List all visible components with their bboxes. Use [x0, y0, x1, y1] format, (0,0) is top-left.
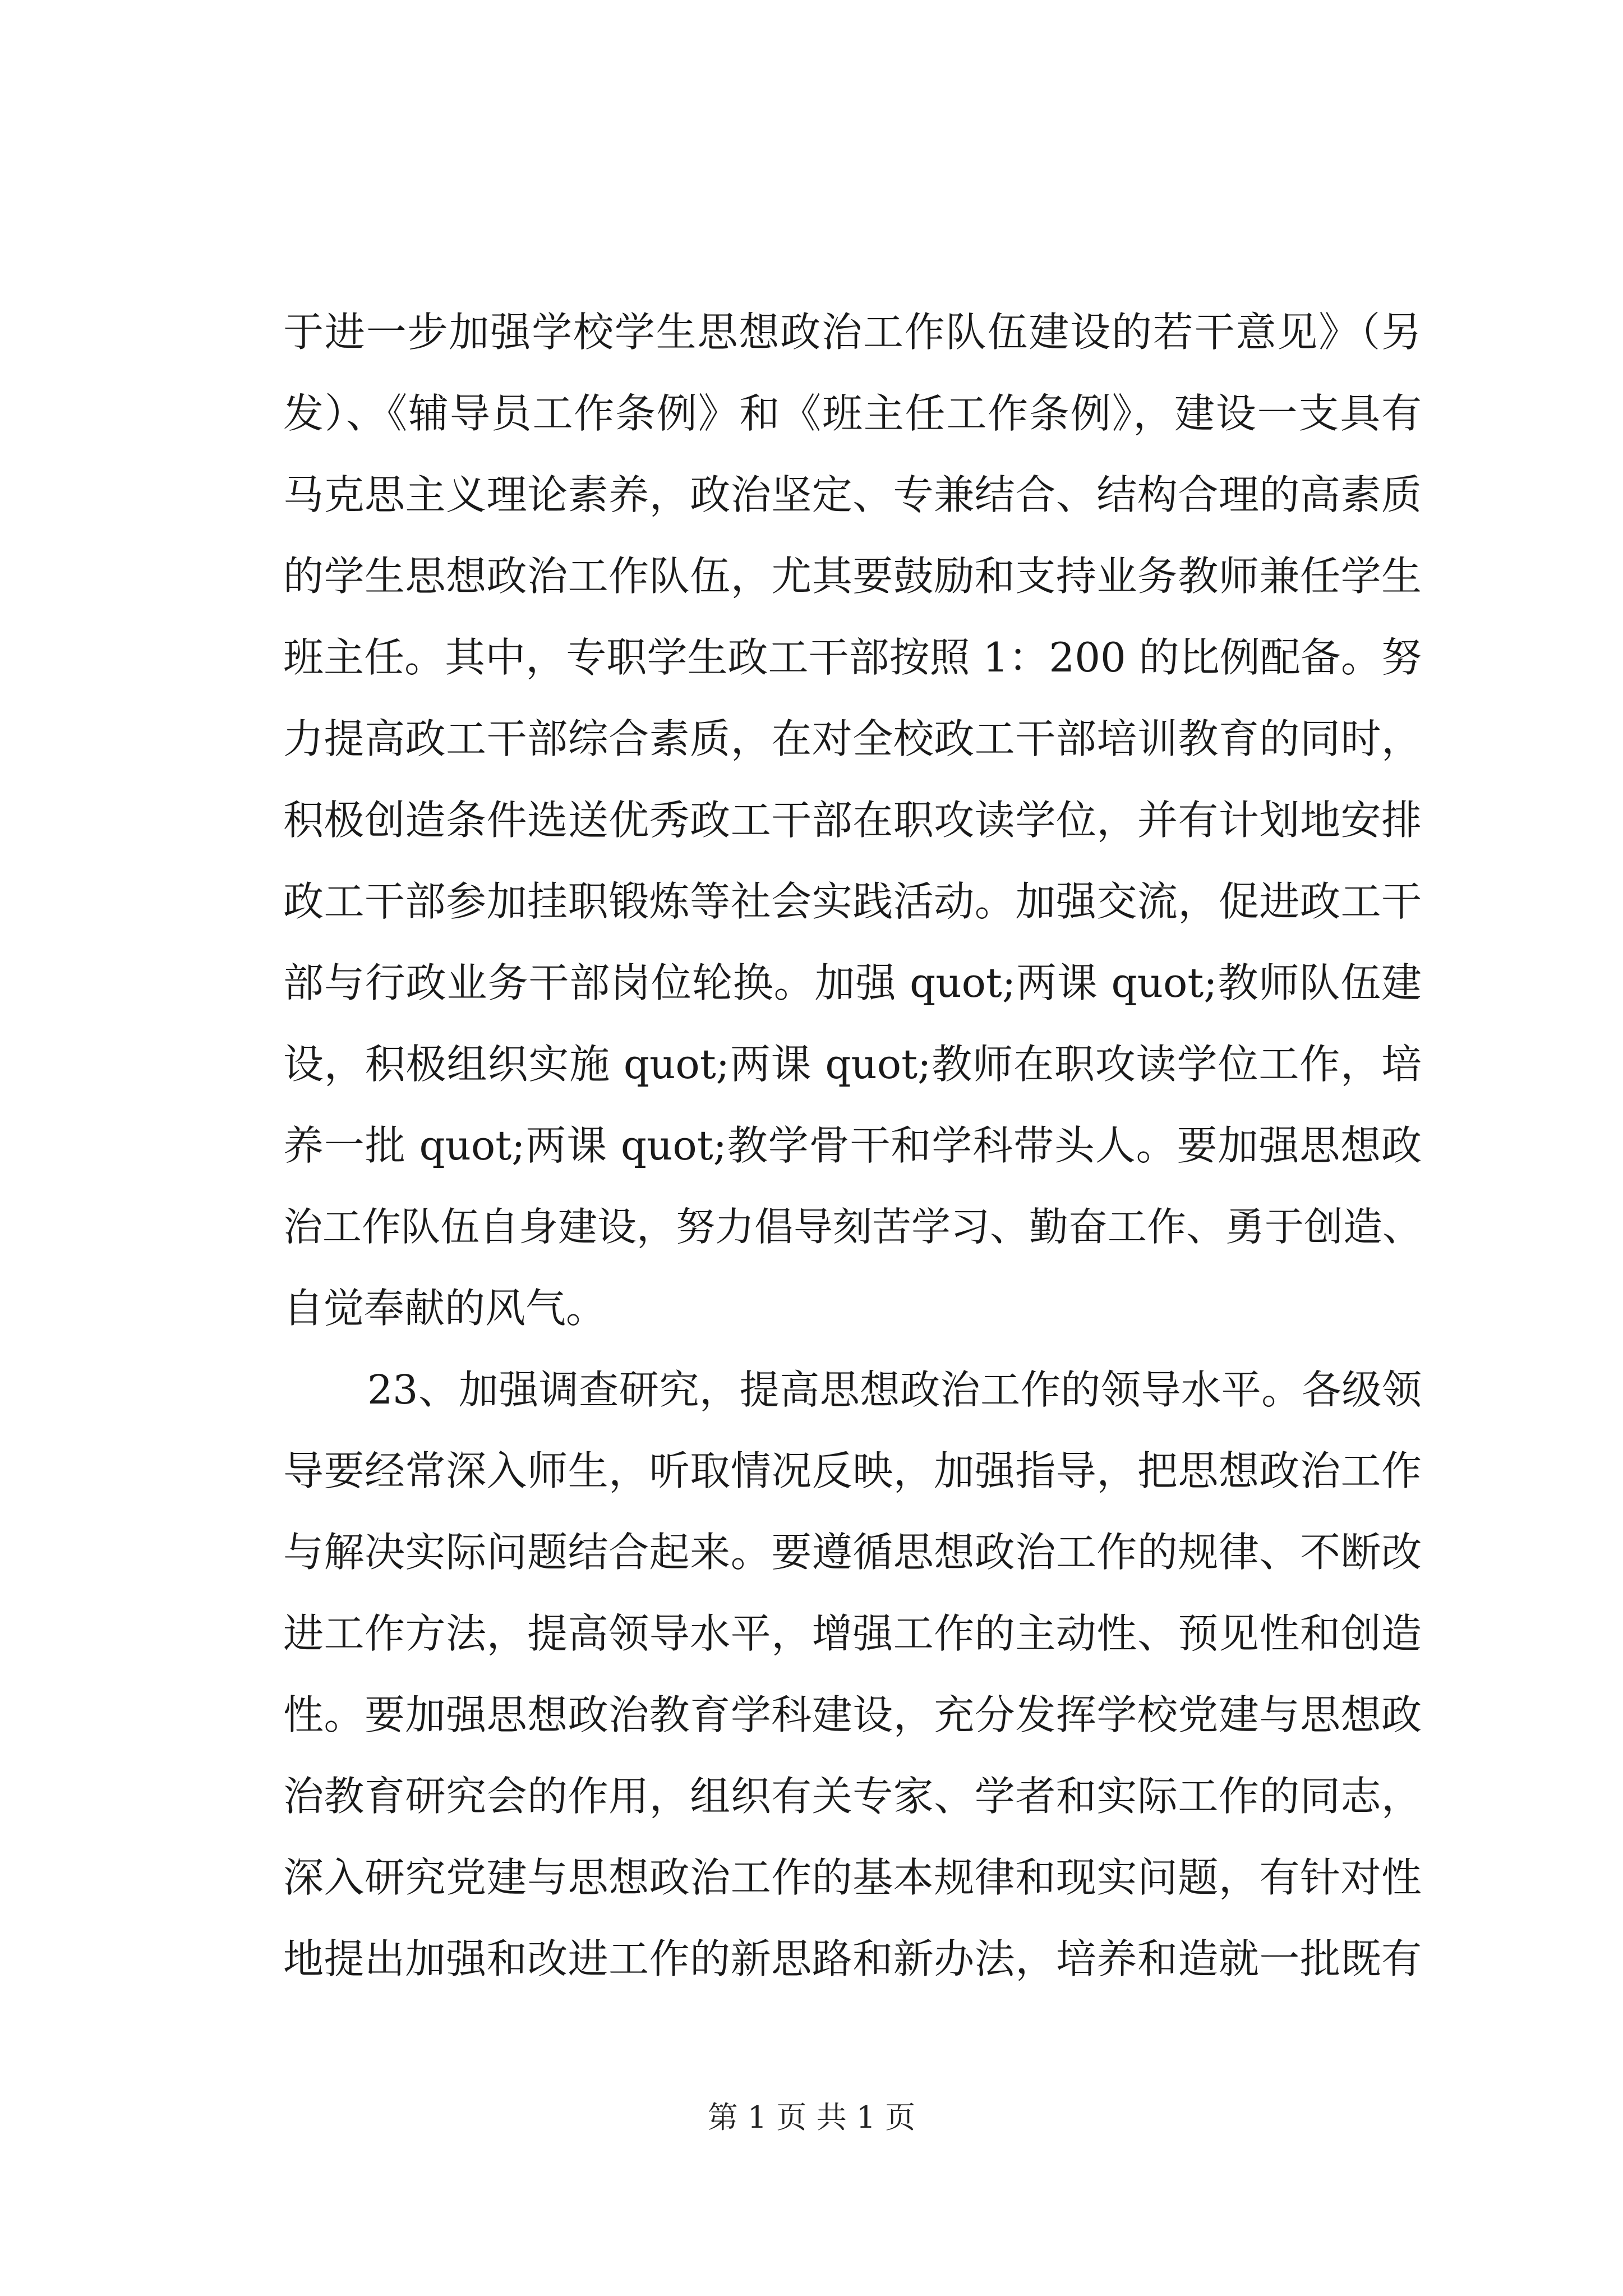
text-line: 政工干部参加挂职锻炼等社会实践活动。加强交流，促进政工干: [283, 878, 1422, 925]
text-line: 马克思主义理论素养，政治坚定、专兼结合、结构合理的高素质: [283, 471, 1422, 518]
paragraph-1: [283, 292, 1422, 1349]
text-line: 积极创造条件选送优秀政工干部在职攻读学位，并有计划地安排: [283, 797, 1422, 844]
paragraph-2: [283, 1349, 1422, 2000]
text-line: 自觉奉献的风气。: [283, 1285, 607, 1332]
text-line: 性。要加强思想政治教育学科建设，充分发挥学校党建与思想政: [283, 1691, 1422, 1738]
document-body: [283, 292, 1422, 2000]
text-line: 进工作方法，提高领导水平，增强工作的主动性、预见性和创造: [283, 1610, 1422, 1657]
text-line: 于进一步加强学校学生思想政治工作队伍建设的若干意见》（另: [283, 309, 1422, 356]
text-line: 力提高政工干部综合素质，在对全校政工干部培训教育的同时，: [283, 715, 1422, 762]
text-line: 班主任。其中，专职学生政工干部按照 1：200 的比例配备。努: [283, 634, 1422, 681]
text-line: 治工作队伍自身建设，努力倡导刻苦学习、勤奋工作、勇于创造、: [283, 1204, 1422, 1250]
text-line: 地提出加强和改进工作的新思路和新办法，培养和造就一批既有: [283, 1935, 1422, 1982]
text-line: 深入研究党建与思想政治工作的基本规律和现实问题，有针对性: [283, 1854, 1422, 1901]
text-line: 的学生思想政治工作队伍，尤其要鼓励和支持业务教师兼任学生: [283, 553, 1422, 600]
text-line: 养一批 quot;两课 quot;教学骨干和学科带头人。要加强思想政: [283, 1122, 1422, 1169]
text-line: 设，积极组织实施 quot;两课 quot;教师在职攻读学位工作，培: [283, 1041, 1422, 1088]
text-line: 治教育研究会的作用，组织有关专家、学者和实际工作的同志，: [283, 1773, 1422, 1820]
text-line: 与解决实际问题结合起来。要遵循思想政治工作的规律、不断改: [283, 1529, 1422, 1576]
text-line: 发）、《辅导员工作条例》和《班主任工作条例》，建设一支具有: [283, 390, 1422, 437]
text-line: 导要经常深入师生，听取情况反映，加强指导，把思想政治工作: [283, 1447, 1422, 1494]
text-line: 部与行政业务干部岗位轮换。加强 quot;两课 quot;教师队伍建: [283, 959, 1422, 1006]
text-line: 23、加强调查研究，提高思想政治工作的领导水平。各级领: [367, 1366, 1422, 1413]
page-footer: 第 1 页 共 1 页: [707, 2100, 916, 2135]
